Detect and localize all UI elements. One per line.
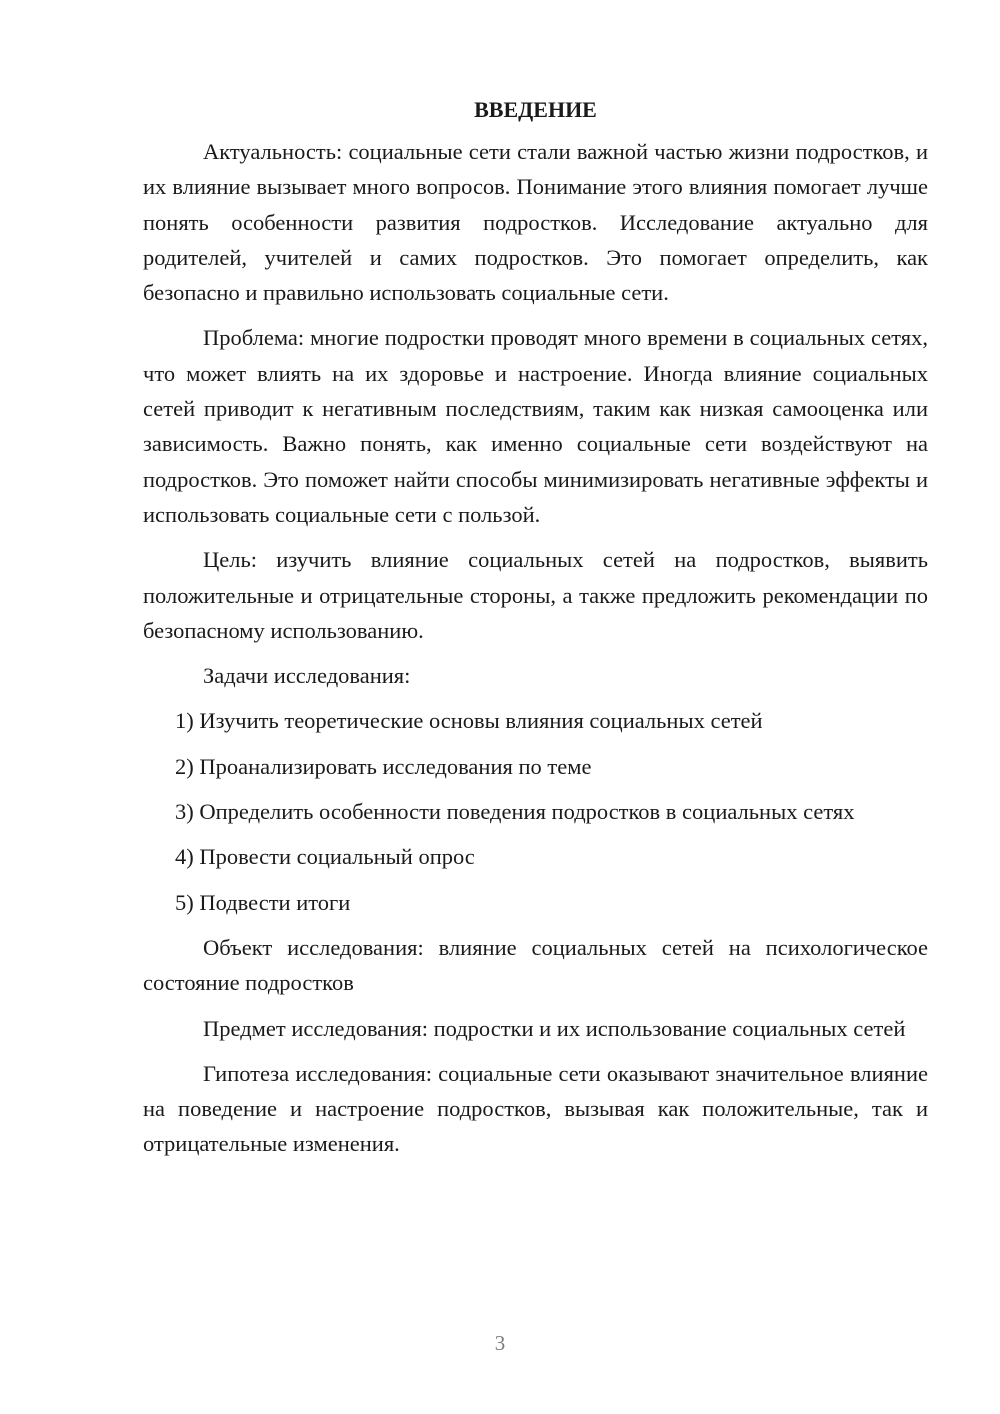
problem-paragraph: Проблема: многие подростки проводят много времени в социальных сетях, что может влиять на их здоровье и настроение. Иногда влияние социальных сетей приводит к негативным последствиям, таким как низкая самооценка или зависимость. Важно понять, как именно социальные сети воздействуют на подростков. Это поможет найти способы минимизировать негативные эффекты и использовать социальные сети с пользой.: [143, 325, 928, 527]
task-item: 2) Проанализировать исследования по теме: [175, 753, 592, 779]
task-item: 4) Провести социальный опрос: [175, 844, 475, 870]
task-item: 1) Изучить теоретические основы влияния социальных сетей: [175, 708, 763, 734]
document-page: [143, 90, 928, 1172]
task-item: 3) Определить особенности поведения подростков в социальных сетях: [175, 799, 855, 825]
object-paragraph: Объект исследования: влияние социальных сетей на психологическое состояние подростков: [143, 934, 928, 996]
tasks-list: [143, 703, 928, 919]
hypothesis-paragraph: Гипотеза исследования: социальные сети оказывают значительное влияние на поведение и настроение подростков, вызывая как положительные, так и отрицательные изменения.: [143, 1060, 928, 1157]
goal-paragraph: Цель: изучить влияние социальных сетей на подростков, выявить положительные и отрицательные стороны, а также предложить рекомендации по безопасному использованию.: [143, 547, 928, 643]
section-heading: ВВЕДЕНИЕ: [474, 97, 597, 122]
relevance-paragraph: Актуальность: социальные сети стали важной частью жизни подростков, и их влияние вызывает много вопросов. Понимание этого влияния помогает лучше понять особенности развития подростков. Исследование актуально для родителей, учителей и самих подростков. Это помогает определить, как безопасно и правильно использовать социальные сети.: [143, 139, 928, 306]
tasks-title: Задачи исследования:: [203, 663, 411, 689]
page-number: 3: [494, 1331, 506, 1355]
task-item: 5) Подвести итоги: [175, 889, 351, 915]
subject-paragraph: Предмет исследования: подростки и их использование социальных сетей: [203, 1015, 906, 1041]
